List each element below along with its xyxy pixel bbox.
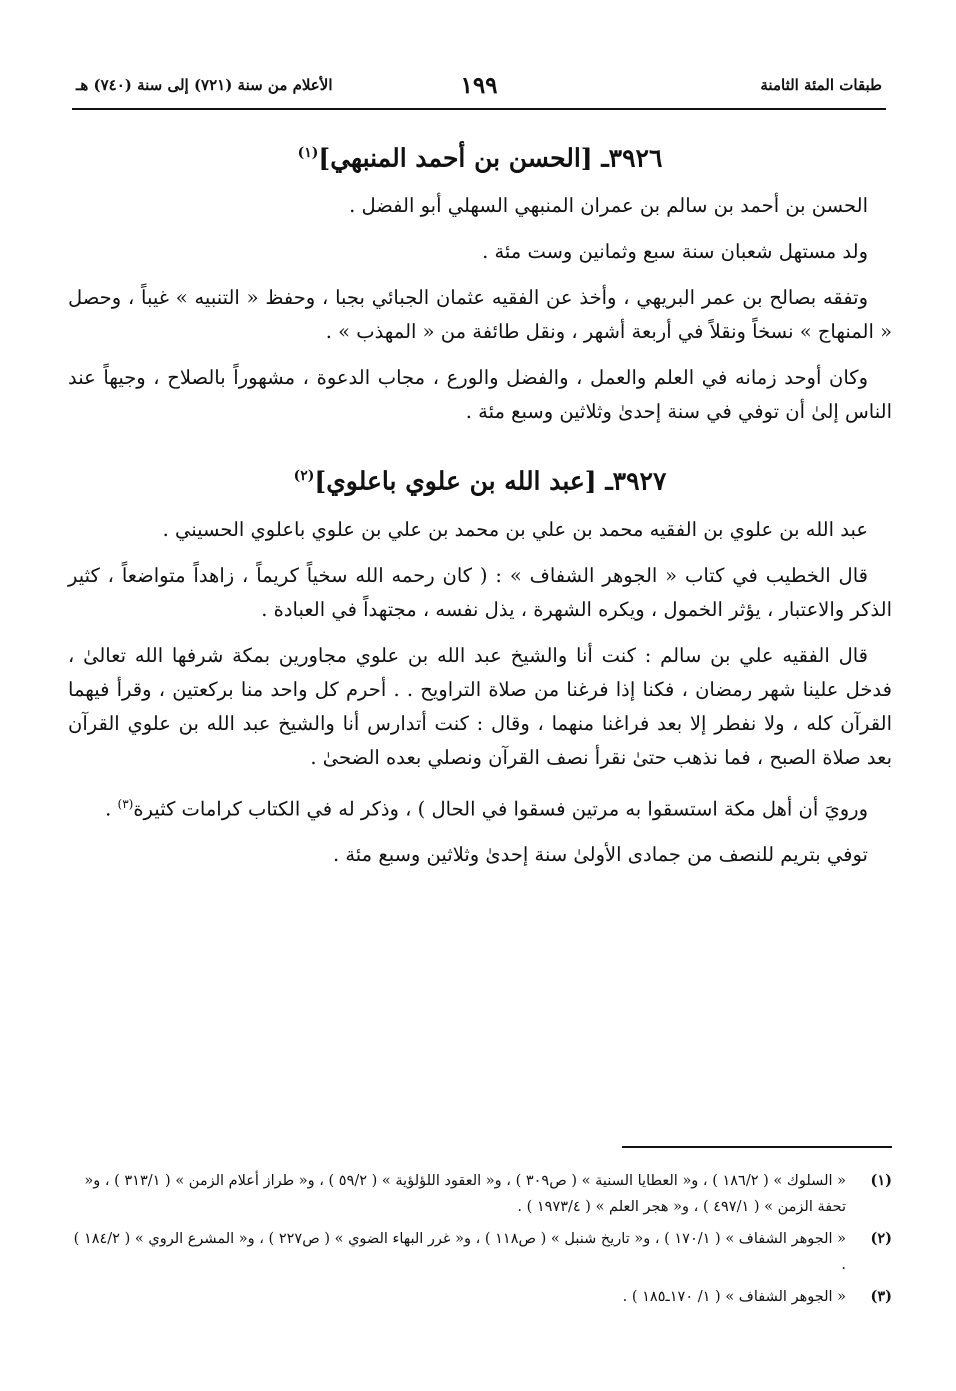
paragraph: قال الفقيه علي بن سالم : كنت أنا والشيخ عبد الله بن علوي مجاورين بمكة شرفها الله تعالىٰ ، فدخل علينا شهر رمضان ، فكنا إذا فرغنا من صلاة التراويح . . أحرم كل واحد منا بركعتين ، وقرأ فيهما القرآن كله ، ولا نفطر إلا بعد فراغنا منهما ، وقال : كنت أتدارس أنا والشيخ عبد الله بن علوي القرآن بعد صلاة الصبح ، فما نذهب حتىٰ نقرأ نصف القرآن ونصلي بعده الضحىٰ . xyxy=(68,643,892,769)
footnote-number: (٣) xyxy=(870,1288,892,1305)
footnote-number: (٢) xyxy=(870,1230,892,1247)
footnote-ref: (٣) xyxy=(117,796,134,811)
footnote-text: « الجوهر الشفاف » ( ١/ ١٧٠ـ١٨٥ ) . xyxy=(622,1289,846,1305)
paragraph: قال الخطيب في كتاب « الجوهر الشفاف » : ( كان رحمه الله سخياً كريماً ، زاهداً متواضعاً ، كثير الذكر والاعتبار ، يؤثر الخمول ، ويكره الشهرة ، يذل نفسه ، مجتهداً في العبادة . xyxy=(68,563,892,621)
entry-title: ٣٩٢٧ـ [عبد الله بن علوي باعلوي]$^{(٢)}$ xyxy=(293,466,667,496)
paragraph: ولد مستهل شعبان سنة سبع وثمانين وست مئة . xyxy=(482,240,868,264)
entry-title: ٣٩٢٦ـ [الحسن بن أحمد المنبهي]$^{(١)}$ xyxy=(297,143,663,173)
main-text xyxy=(68,128,892,884)
footnote xyxy=(68,1168,892,1220)
paragraph: وتفقه بصالح بن عمر البريهي ، وأخذ عن الفقيه عثمان الجبائي بجبا ، وحفظ « التنبيه » غيباً ، وحصل « المنهاج » نسخاً ونقلاً في أربعة أشهر ، ونقل طائفة من « المهذب » . xyxy=(68,286,892,344)
footnote xyxy=(68,1226,892,1278)
running-title: الأعلام من سنة (٧٢١) إلى سنة (٧٤٠) هـ xyxy=(76,76,333,94)
footnote xyxy=(68,1284,892,1310)
footnote-divider xyxy=(622,1146,892,1148)
paragraph: ورويَ أن أهل مكة استسقوا به مرتين فسقوا في الحال ) ، وذكر له في الكتاب كرامات كثيرة$^{(٣)}$ . xyxy=(105,796,868,821)
footnote-text: « السلوك » ( ١٨٦/٢ ) ، و« العطايا السنية » ( ص٣٠٩ ) ، و« العقود اللؤلؤية » ( ٥٩/٢ ) ، و« طراز أعلام الزمن » ( ٣١٣/١ ) ، و« تحفة الزمن » ( ٤٩٧/١ ) ، و« هجر العلم » ( ١٩٧٣/٤ ) . xyxy=(84,1173,846,1215)
running-header xyxy=(72,68,886,110)
paragraph: الحسن بن أحمد بن سالم بن عمران المنبهي السهلي أبو الفضل . xyxy=(349,194,868,218)
footnote-text: « الجوهر الشفاف » ( ١٧٠/١ ) ، و« تاريخ شنبل » ( ص١١٨ ) ، و« غرر البهاء الضوي » ( ص٢٢٧ ) ، و« المشرع الروي » ( ١٨٤/٢ ) . xyxy=(73,1231,846,1273)
footnotes xyxy=(68,1168,892,1316)
paragraph: وكان أوحد زمانه في العلم والعمل ، والفضل والورع ، مجاب الدعوة ، مشهوراً بالصلاح ، وجيهاً عند الناس إلىٰ أن توفي في سنة إحدىٰ وثلاثين وسبع مئة . xyxy=(68,366,892,424)
paragraph: توفي بتريم للنصف من جمادى الأولىٰ سنة إحدىٰ وثلاثين وسبع مئة . xyxy=(332,843,868,867)
section-title: طبقات المئة الثامنة xyxy=(760,76,882,94)
paragraph: عبد الله بن علوي بن الفقيه محمد بن علي بن محمد بن علي بن علوي باعلوي الحسيني . xyxy=(162,517,868,541)
footnote-ref: (١) xyxy=(297,145,319,161)
footnote-number: (١) xyxy=(870,1172,892,1189)
footnote-ref: (٢) xyxy=(293,468,315,485)
page-number: ١٩٩ xyxy=(460,72,498,99)
